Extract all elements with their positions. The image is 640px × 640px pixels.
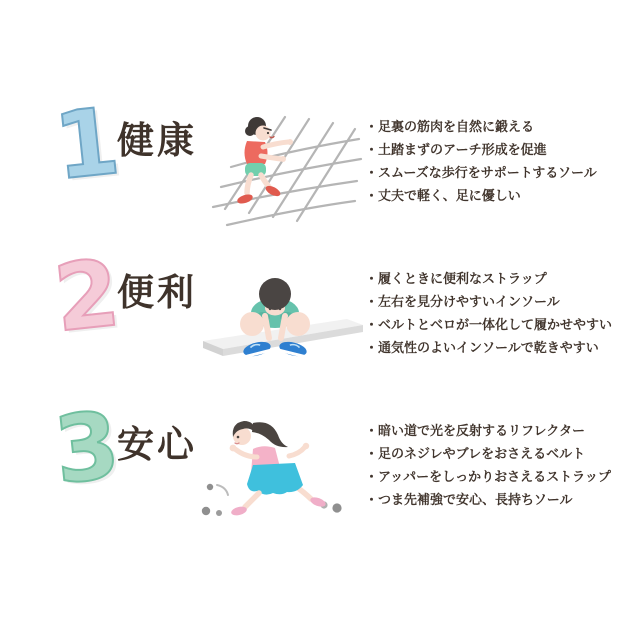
- bullet-item: [365, 313, 612, 336]
- bullet-marker: ・: [365, 142, 379, 157]
- bullet-marker: ・: [365, 317, 379, 332]
- feature-title-convenience: 便利: [117, 272, 197, 313]
- feature-section-health: [49, 87, 597, 253]
- bullet-text: 土踏まずのアーチ形成を促進: [378, 142, 547, 157]
- section-3-header: [49, 391, 197, 505]
- bullet-item: [365, 290, 612, 313]
- bullet-item: [365, 465, 611, 488]
- bullet-text: アッパーをしっかりおさえるストラップ: [378, 469, 611, 484]
- illustration-wrap: [197, 109, 365, 237]
- feature-bullets-health: [365, 103, 597, 207]
- feature-number-3: 3: [49, 391, 125, 505]
- bullet-item: [365, 336, 612, 359]
- bullet-marker: ・: [365, 188, 379, 203]
- bullet-text: 左右を見分けやすいインソール: [378, 294, 560, 309]
- bullet-text: 丈夫で軽く、足に優しい: [378, 188, 521, 203]
- bullet-marker: ・: [365, 119, 379, 134]
- feature-title-safety: 安心: [117, 424, 197, 465]
- feature-section-convenience: [49, 239, 613, 405]
- bullet-marker: ・: [365, 446, 379, 461]
- bullet-text: つま先補強で安心、長持ちソール: [378, 492, 573, 507]
- bullet-marker: ・: [365, 423, 379, 438]
- illustration-wrap: [197, 413, 365, 541]
- bullet-marker: ・: [365, 165, 379, 180]
- bullet-text: 暗い道で光を反射するリフレクター: [378, 423, 585, 438]
- girl-running-illustration: [197, 413, 365, 541]
- boy-tying-shoes-illustration: [197, 261, 365, 389]
- bullet-text: 足裏の筋肉を自然に鍛える: [378, 119, 535, 134]
- feature-number-1: 1: [49, 87, 125, 201]
- feature-bullets-safety: [365, 407, 611, 511]
- bullet-item: [365, 488, 611, 511]
- bullet-marker: ・: [365, 340, 379, 355]
- feature-bullets-convenience: [365, 255, 612, 359]
- bullet-item: [365, 138, 597, 161]
- bullet-text: ベルトとベロが一体化して履かせやすい: [378, 317, 613, 332]
- bullet-marker: ・: [365, 271, 379, 286]
- bullet-text: 通気性のよいインソールで乾きやすい: [378, 340, 599, 355]
- boy-climbing-rope-net-illustration: [197, 109, 365, 237]
- section-1-header: [49, 87, 197, 201]
- section-2-header: [49, 239, 197, 353]
- feature-section-safety: [49, 391, 611, 557]
- bullet-item: [365, 419, 611, 442]
- feature-number-2: 2: [49, 239, 125, 353]
- bullet-item: [365, 442, 611, 465]
- bullet-item: [365, 184, 597, 207]
- illustration-wrap: [197, 261, 365, 389]
- bullet-marker: ・: [365, 492, 379, 507]
- bullet-marker: ・: [365, 294, 379, 309]
- rope-net: [213, 117, 361, 225]
- bullet-text: スムーズな歩行をサポートするソール: [378, 165, 597, 180]
- running-girl: [230, 421, 327, 517]
- bullet-text: 足のネジレやブレをおさえるベルト: [378, 446, 586, 461]
- bullet-item: [365, 267, 612, 290]
- bullet-item: [365, 161, 597, 184]
- bullet-text: 履くときに便利なストラップ: [378, 271, 547, 286]
- bullet-item: [365, 115, 597, 138]
- feature-title-health: 健康: [117, 120, 197, 161]
- bullet-marker: ・: [365, 469, 379, 484]
